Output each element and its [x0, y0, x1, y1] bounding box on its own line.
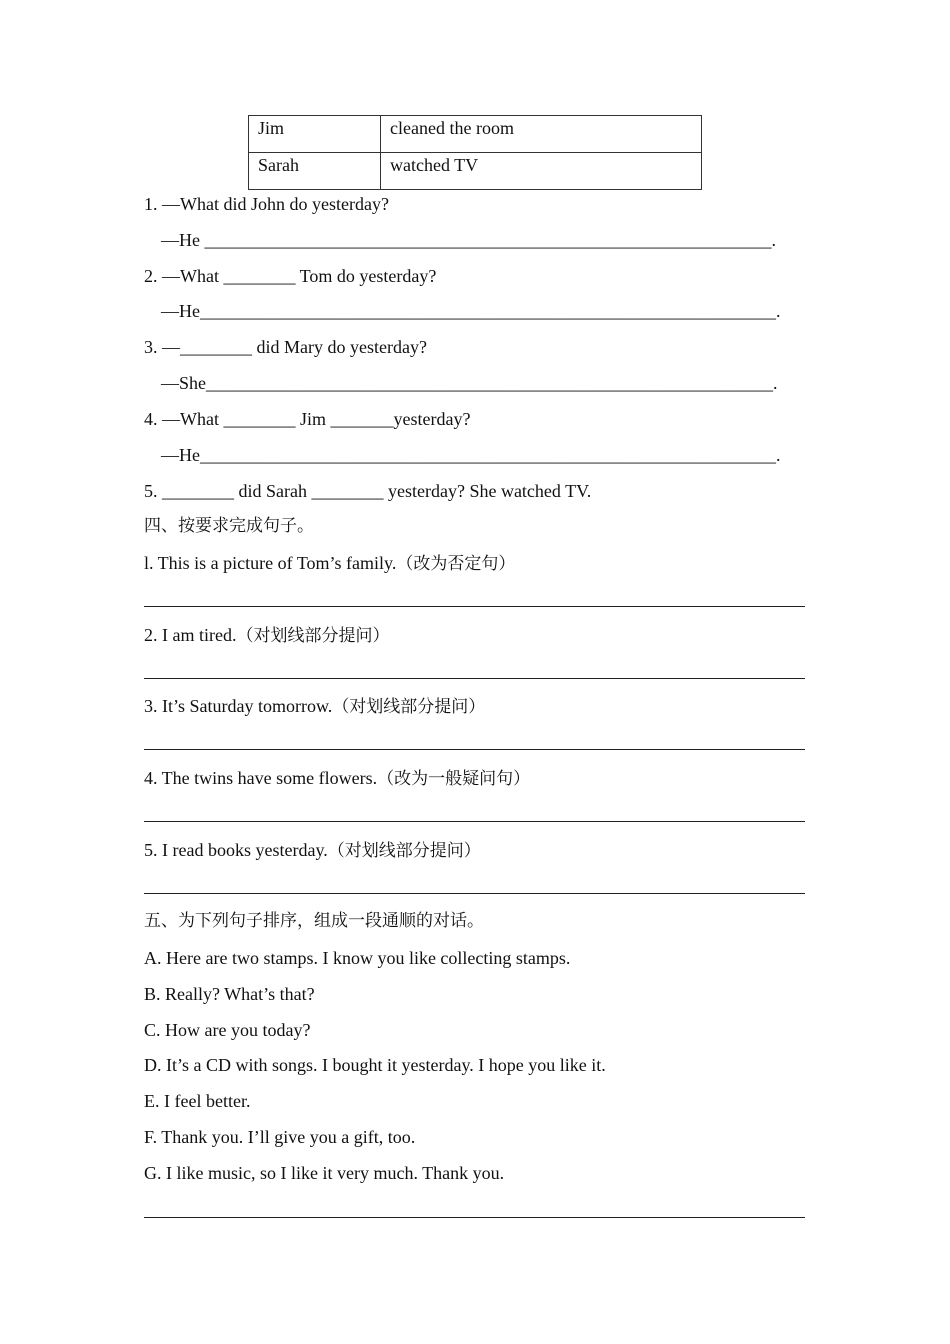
section-heading-5: 五、为下列句子排序，组成一段通顺的对话。 [144, 911, 484, 931]
exercise-item-4 [144, 767, 530, 790]
answer-rule [144, 678, 805, 679]
answer-rule [144, 749, 805, 750]
dialogue-sentence: G. I like music, so I like it very much. Thank you. [144, 1163, 505, 1183]
exercise-text: l. This is a picture of Tom’s family. [144, 553, 397, 573]
exercise-text: 3. It’s Saturday tomorrow. [144, 696, 333, 716]
answer-rule [144, 1217, 805, 1218]
exercise-instruction: （改为一般疑问句） [377, 769, 531, 789]
exercise-text: 5. I read books yesterday. [144, 840, 328, 860]
answer-line-3: —She_______________________________________________________________. [161, 373, 778, 393]
table-row [249, 153, 702, 190]
exercise-item-1 [144, 552, 515, 575]
dialogue-sentence: F. Thank you. I’ll give you a gift, too. [144, 1127, 416, 1147]
table-cell-activity: cleaned the room [381, 116, 702, 153]
exercise-item-2 [144, 624, 389, 647]
question-2: 2. —What ________ Tom do yesterday? [144, 266, 437, 286]
dialogue-sentence: A. Here are two stamps. I know you like collecting stamps. [144, 948, 571, 968]
exercise-text: 4. The twins have some flowers. [144, 768, 378, 788]
answer-line-1: —He _______________________________________________________________. [161, 230, 776, 250]
question-3: 3. —________ did Mary do yesterday? [144, 337, 427, 357]
answer-rule [144, 893, 805, 894]
exercise-item-3 [144, 695, 485, 718]
exercise-instruction: （对划线部分提问） [236, 626, 390, 646]
exercise-instruction: （对划线部分提问） [327, 841, 481, 861]
exercise-item-5 [144, 839, 481, 862]
dialogue-sentence: C. How are you today? [144, 1020, 311, 1040]
dialogue-sentence: D. It’s a CD with songs. I bought it yesterday. I hope you like it. [144, 1055, 606, 1075]
table-cell-activity: watched TV [381, 153, 702, 190]
dialogue-sentence: B. Really? What’s that? [144, 984, 315, 1004]
table-row [249, 116, 702, 153]
activity-table [248, 115, 702, 190]
exercise-text: 2. I am tired. [144, 625, 237, 645]
dialogue-sentence: E. I feel better. [144, 1091, 251, 1111]
table-cell-name: Jim [249, 116, 381, 153]
section-heading-4: 四、按要求完成句子。 [144, 516, 314, 536]
exercise-instruction: （对划线部分提问） [332, 697, 486, 717]
answer-line-2: —He________________________________________________________________. [161, 301, 781, 321]
question-4: 4. —What ________ Jim _______yesterday? [144, 409, 471, 429]
answer-line-4: —He________________________________________________________________. [161, 445, 781, 465]
answer-rule [144, 606, 805, 607]
exercise-instruction: （改为否定句） [396, 554, 516, 574]
question-5: 5. ________ did Sarah ________ yesterday? She watched TV. [144, 481, 592, 501]
answer-rule [144, 821, 805, 822]
table-cell-name: Sarah [249, 153, 381, 190]
question-1: 1. —What did John do yesterday? [144, 194, 389, 214]
